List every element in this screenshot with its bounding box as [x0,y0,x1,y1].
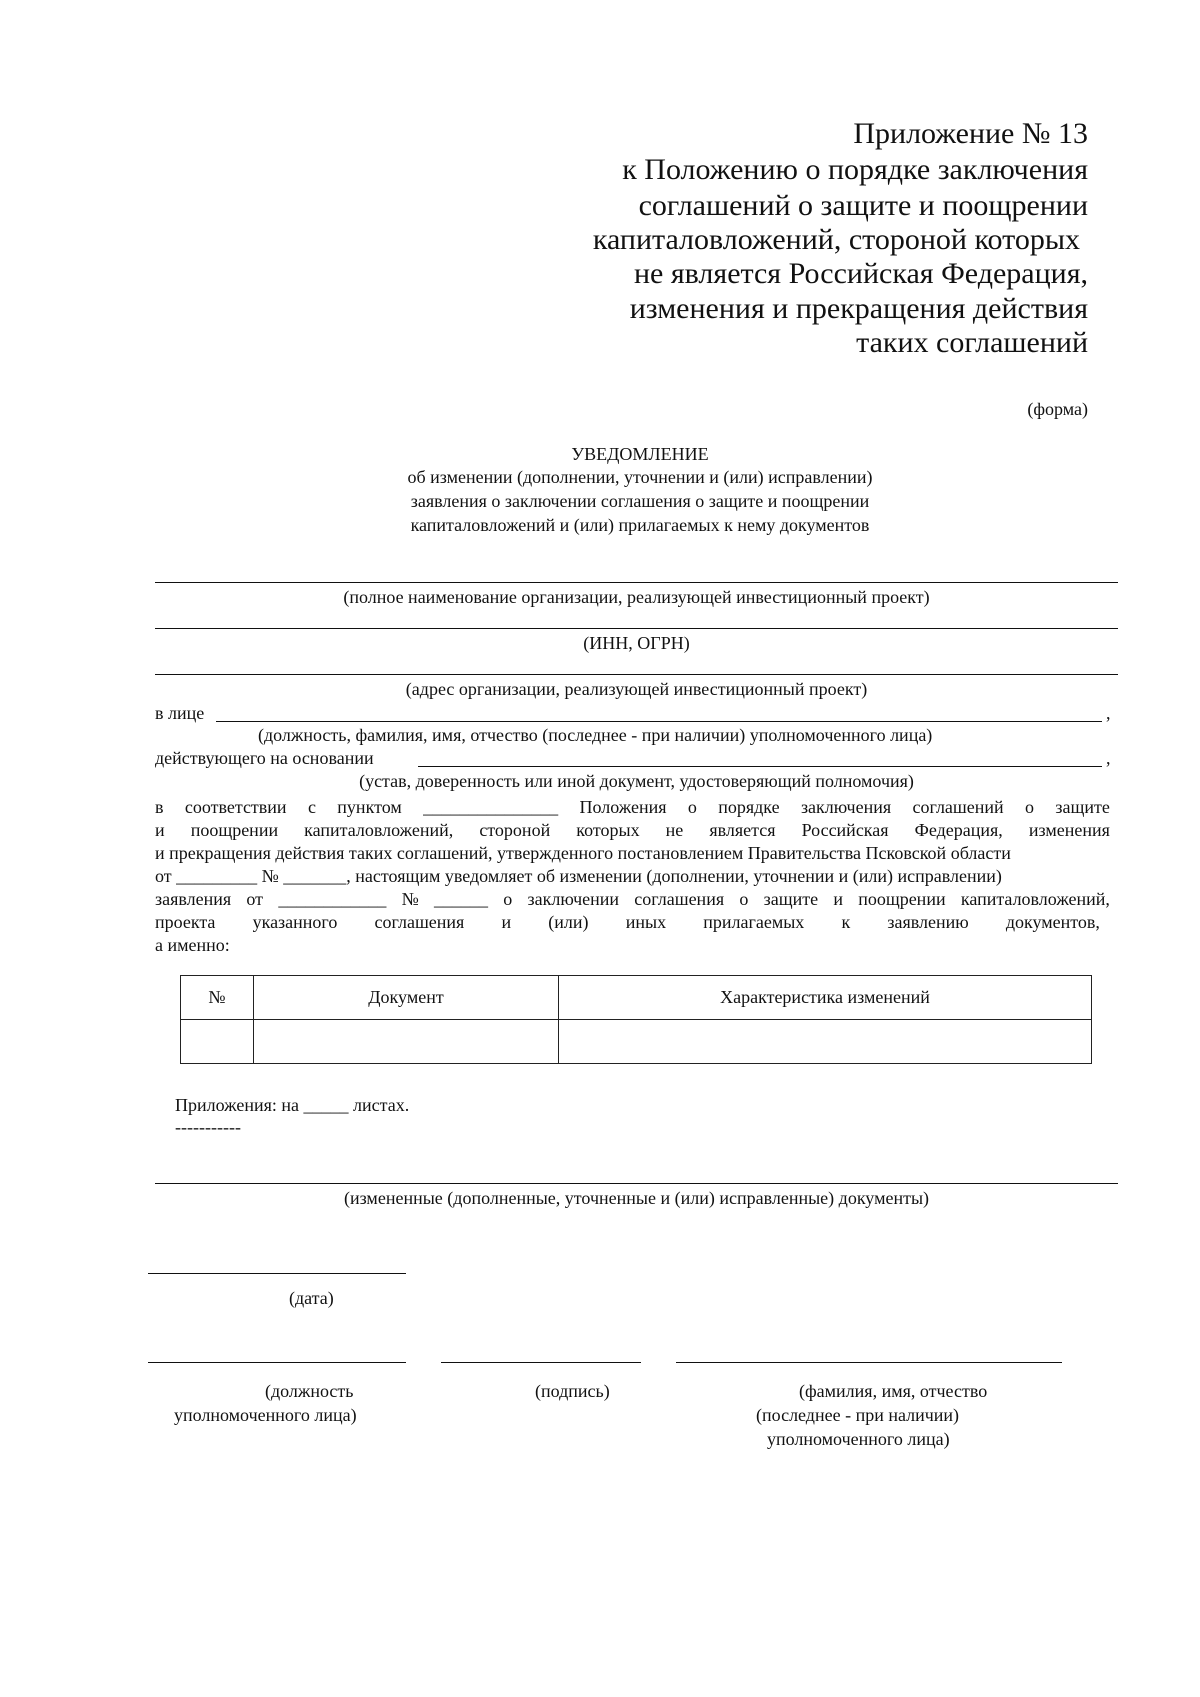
org-name-caption: (полное наименование организации, реализующей инвестиционный проект) [343,587,930,607]
comma: , [1106,703,1111,723]
header-line: капиталовложений, стороной которых [592,223,1080,256]
position-caption: (должность [265,1381,354,1401]
full-name-caption: уполномоченного лица) [767,1429,950,1449]
inn-ogrn-field-line[interactable] [155,628,1118,629]
date-caption: (дата) [289,1288,334,1308]
document-title: УВЕДОМЛЕНИЕ [571,444,709,464]
signature-field-line[interactable] [441,1362,641,1363]
application-number-blank[interactable]: ______ [434,889,488,909]
inn-ogrn-caption: (ИНН, ОГРН) [583,633,690,653]
table-cell-number[interactable] [181,1020,254,1064]
full-name-caption: (последнее - при наличии) [756,1405,960,1425]
acting-label: действующего на основании [155,748,374,768]
basis-field-line[interactable] [418,766,1102,767]
table-header-number: № [181,976,254,1020]
org-name-field-line[interactable] [155,582,1118,583]
paragraph-line: в соответствии с пунктом _______________ Положения о порядке заключения соглашений о защите [155,797,1110,817]
comma: , [1106,748,1111,768]
table-cell-document[interactable] [254,1020,559,1064]
appendix-number: Приложение № 13 [853,117,1088,150]
attachments-dashes: ----------- [175,1117,241,1137]
header-line: не является Российская Федерация, [633,257,1088,290]
point-number-blank[interactable]: _______________ [423,797,559,817]
org-address-caption: (адрес организации, реализующей инвестиционный проект) [405,679,868,699]
table-header-document: Документ [254,976,559,1020]
form-label: (форма) [1027,399,1088,419]
title-subline: капиталовложений и (или) прилагаемых к нему документов [410,515,870,535]
table-header-row [181,976,1092,1020]
table-header-changes: Характеристика изменений [559,976,1092,1020]
paragraph-line: проекта указанного соглашения и (или) иных прилагаемых к заявлению документов, [155,912,1100,932]
basis-caption: (устав, доверенность или иной документ, удостоверяющий полномочия) [359,771,914,791]
org-address-field-line[interactable] [155,674,1118,675]
paragraph-line: от _________ № _______, настоящим уведомляет об изменении (дополнении, уточнении и (или) исправлении) [155,866,1002,886]
table-row [181,1020,1092,1064]
person-field-line[interactable] [216,721,1102,722]
header-line: к Положению о порядке заключения [622,153,1088,186]
full-name-field-line[interactable] [676,1362,1062,1363]
in-person-label: в лице [155,703,205,723]
paragraph-line: и поощрении капиталовложений, стороной которых не является Российская Федерация, изменения [155,820,1110,840]
application-date-blank[interactable]: ____________ [278,889,387,909]
title-subline: заявления о заключении соглашения о защите и поощрении [410,491,870,511]
paragraph-line: и прекращения действия таких соглашений, утвержденного постановлением Правительства Псковской области [155,843,1011,863]
paragraph-line: а именно: [155,935,230,955]
documents-caption: (измененные (дополненные, уточненные и (или) исправленные) документы) [343,1188,930,1208]
attachments-label: Приложения: на _____ листах. [175,1095,410,1115]
header-line: таких соглашений [856,326,1088,359]
signature-caption: (подпись) [535,1381,610,1401]
person-caption: (должность, фамилия, имя, отчество (последнее - при наличии) уполномоченного лица) [258,725,933,745]
changes-table [180,975,1092,1064]
date-field-line[interactable] [148,1273,406,1274]
table-cell-changes[interactable] [559,1020,1092,1064]
documents-field-line[interactable] [155,1183,1118,1184]
position-field-line[interactable] [148,1362,406,1363]
header-line: соглашений о защите и поощрении [638,189,1088,222]
position-caption: уполномоченного лица) [174,1405,357,1425]
header-line: изменения и прекращения действия [629,292,1088,325]
full-name-caption: (фамилия, имя, отчество [799,1381,988,1401]
title-subline: об изменении (дополнении, уточнении и (или) исправлении) [407,467,873,487]
paragraph-line: заявления от ____________ № ______ о заключении соглашения о защите и поощрении капиталовложений, [155,889,1110,909]
